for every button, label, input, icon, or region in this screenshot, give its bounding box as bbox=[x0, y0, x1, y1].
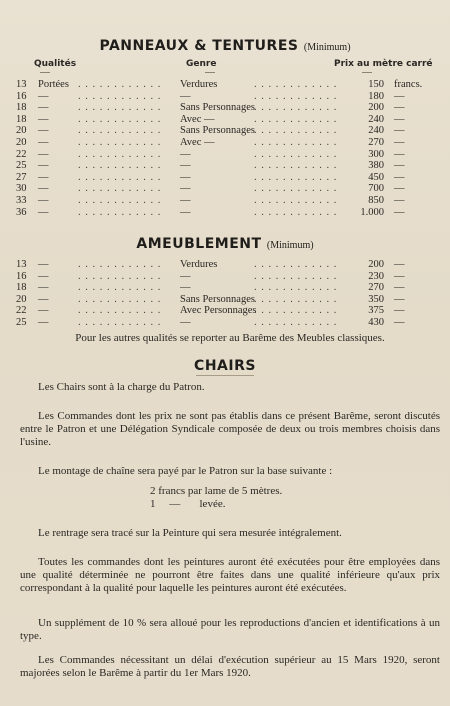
chairs-paragraph-3: Le montage de chaîne sera payé par le Patron sur la base suivante : bbox=[38, 465, 333, 477]
row-unit: — bbox=[394, 148, 405, 160]
row-number: 33 bbox=[16, 195, 27, 206]
row-price: 270 bbox=[368, 137, 384, 148]
row-genre: — bbox=[180, 270, 191, 282]
dot-leader: . . . . . . . . . . . . bbox=[78, 160, 162, 172]
chairs-paragraph-4: Le rentrage sera tracé sur la Peinture qui sera mesurée intégralement. bbox=[38, 527, 342, 539]
row-number: 18 bbox=[16, 282, 27, 294]
row-genre: Sans Personnages bbox=[180, 293, 255, 305]
row-quality: — bbox=[38, 317, 49, 328]
row-genre: Avec Personnages bbox=[180, 305, 257, 317]
row-price: 1.000 bbox=[360, 206, 384, 218]
dot-leader: . . . . . . . . . . . . bbox=[254, 113, 338, 125]
row-genre: — bbox=[180, 317, 191, 328]
row-unit: — bbox=[394, 113, 405, 125]
table-row bbox=[0, 282, 450, 293]
dot-leader: . . . . . . . . . . . . bbox=[78, 259, 162, 270]
ameublement-title bbox=[0, 236, 450, 252]
row-genre: — bbox=[180, 195, 191, 206]
row-quality: — bbox=[38, 195, 49, 206]
row-quality: — bbox=[38, 305, 49, 317]
row-unit: — bbox=[394, 305, 405, 317]
row-number: 18 bbox=[16, 102, 27, 114]
row-price: 230 bbox=[368, 270, 384, 282]
row-price: 375 bbox=[368, 305, 384, 317]
row-unit: — bbox=[394, 183, 405, 195]
panneaux-title bbox=[0, 38, 450, 54]
row-genre: — bbox=[180, 171, 191, 183]
dot-leader: . . . . . . . . . . . . bbox=[78, 183, 162, 195]
row-genre: Verdures bbox=[180, 79, 218, 90]
table-row bbox=[0, 79, 450, 90]
row-number: 20 bbox=[16, 293, 27, 305]
row-unit: — bbox=[394, 160, 405, 172]
row-genre: — bbox=[180, 160, 191, 172]
row-quality: — bbox=[38, 90, 49, 102]
row-unit: — bbox=[394, 90, 405, 102]
row-genre: Sans Personnages bbox=[180, 102, 255, 114]
row-number: 30 bbox=[16, 183, 27, 195]
chairs-paragraph-2: Les Commandes dont les prix ne sont pas établis dans ce présent Barême, seront discutés entre le Patron et une Délégation Syndicale composée de deux ou trois membres choisis dans l'usine. bbox=[20, 410, 440, 448]
table-row bbox=[0, 207, 450, 218]
chairs-title: CHAIRS bbox=[194, 358, 256, 374]
row-number: 27 bbox=[16, 171, 27, 183]
row-quality: — bbox=[38, 137, 49, 148]
row-price: 430 bbox=[368, 317, 384, 328]
panneaux-title-text: PANNEAUX & TENTURES bbox=[99, 38, 299, 54]
row-price: 240 bbox=[368, 125, 384, 137]
header-qualites: Qualités bbox=[34, 59, 77, 69]
dot-leader: . . . . . . . . . . . . bbox=[78, 270, 162, 282]
row-price: 380 bbox=[368, 160, 384, 172]
dot-leader: . . . . . . . . . . . . bbox=[254, 125, 338, 137]
dot-leader: . . . . . . . . . . . . bbox=[254, 305, 338, 317]
dot-leader: . . . . . . . . . . . . bbox=[254, 183, 338, 195]
table-row bbox=[0, 305, 450, 316]
row-unit: francs. bbox=[394, 79, 423, 90]
table-row bbox=[0, 317, 450, 328]
row-price: 240 bbox=[368, 113, 384, 125]
chairs-paragraph-5: Toutes les commandes dont les peintures auront été exécutées pour être employées dans une qualité déterminée ne pourront être faites dans une qualité inférieure qu'aux prix correspondant à la qualité pour laquelle les peintures auront été exécutées. bbox=[20, 556, 440, 594]
divider bbox=[196, 375, 254, 376]
table-row bbox=[0, 91, 450, 102]
row-unit: — bbox=[394, 125, 405, 137]
ameublement-title-text: AMEUBLEMENT bbox=[136, 236, 262, 252]
header-prix: Prix au mètre carré bbox=[334, 59, 433, 69]
dot-leader: . . . . . . . . . . . . bbox=[254, 282, 338, 294]
header-genre: Genre bbox=[186, 59, 217, 69]
divider bbox=[205, 72, 215, 73]
chairs-paragraph-1: Les Chairs sont à la charge du Patron. bbox=[38, 381, 205, 393]
table-row bbox=[0, 183, 450, 194]
row-unit: — bbox=[394, 171, 405, 183]
row-price: 200 bbox=[368, 259, 384, 270]
row-number: 13 bbox=[16, 259, 27, 270]
dot-leader: . . . . . . . . . . . . bbox=[78, 148, 162, 160]
chairs-paragraph-3a: 2 francs par lame de 5 mètres. bbox=[150, 485, 283, 497]
row-price: 850 bbox=[368, 195, 384, 206]
dot-leader: . . . . . . . . . . . . bbox=[78, 305, 162, 317]
row-quality: — bbox=[38, 125, 49, 137]
dot-leader: . . . . . . . . . . . . bbox=[78, 195, 162, 206]
row-quality: — bbox=[38, 183, 49, 195]
row-number: 25 bbox=[16, 160, 27, 172]
row-price: 450 bbox=[368, 171, 384, 183]
panneaux-minimum: (Minimum) bbox=[303, 42, 351, 53]
row-unit: — bbox=[394, 293, 405, 305]
row-genre: — bbox=[180, 90, 191, 102]
row-quality: — bbox=[38, 293, 49, 305]
table-row bbox=[0, 271, 450, 282]
row-number: 16 bbox=[16, 90, 27, 102]
row-genre: — bbox=[180, 148, 191, 160]
dot-leader: . . . . . . . . . . . . bbox=[254, 137, 338, 148]
row-genre: Avec — bbox=[180, 137, 215, 148]
dot-leader: . . . . . . . . . . . . bbox=[254, 90, 338, 102]
chairs-paragraph-3b: 1 — levée. bbox=[150, 498, 226, 510]
table-row bbox=[0, 137, 450, 148]
dot-leader: . . . . . . . . . . . . bbox=[254, 195, 338, 206]
dot-leader: . . . . . . . . . . . . bbox=[78, 317, 162, 328]
row-genre: — bbox=[180, 282, 191, 294]
divider bbox=[362, 72, 372, 73]
row-number: 16 bbox=[16, 270, 27, 282]
row-genre: Sans Personnages bbox=[180, 125, 255, 137]
table-row bbox=[0, 259, 450, 270]
row-unit: — bbox=[394, 259, 405, 270]
dot-leader: . . . . . . . . . . . . bbox=[78, 113, 162, 125]
table-row bbox=[0, 195, 450, 206]
row-number: 22 bbox=[16, 148, 27, 160]
table-row bbox=[0, 149, 450, 160]
dot-leader: . . . . . . . . . . . . bbox=[254, 259, 338, 270]
dot-leader: . . . . . . . . . . . . bbox=[254, 148, 338, 160]
dot-leader: . . . . . . . . . . . . bbox=[254, 270, 338, 282]
row-quality: — bbox=[38, 270, 49, 282]
row-price: 350 bbox=[368, 293, 384, 305]
chairs-paragraph-7: Les Commandes nécessitant un délai d'exécution supérieur au 15 Mars 1920, seront majorées selon le Barême à partir du 1er Mars 1920. bbox=[20, 654, 440, 679]
dot-leader: . . . . . . . . . . . . bbox=[254, 102, 338, 114]
ameublement-note: Pour les autres qualités se reporter au Barême des Meubles classiques. bbox=[75, 332, 385, 344]
row-price: 700 bbox=[368, 183, 384, 195]
row-price: 300 bbox=[368, 148, 384, 160]
row-unit: — bbox=[394, 102, 405, 114]
dot-leader: . . . . . . . . . . . . bbox=[254, 171, 338, 183]
row-unit: — bbox=[394, 206, 405, 218]
row-genre: — bbox=[180, 206, 191, 218]
table-row bbox=[0, 125, 450, 136]
row-quality: — bbox=[38, 113, 49, 125]
row-quality: — bbox=[38, 206, 49, 218]
table-row bbox=[0, 172, 450, 183]
row-number: 20 bbox=[16, 125, 27, 137]
table-row bbox=[0, 114, 450, 125]
row-number: 25 bbox=[16, 317, 27, 328]
dot-leader: . . . . . . . . . . . . bbox=[78, 171, 162, 183]
row-price: 270 bbox=[368, 282, 384, 294]
row-genre: Verdures bbox=[180, 259, 218, 270]
row-unit: — bbox=[394, 137, 405, 148]
dot-leader: . . . . . . . . . . . . bbox=[254, 206, 338, 218]
dot-leader: . . . . . . . . . . . . bbox=[254, 317, 338, 328]
row-number: 13 bbox=[16, 79, 27, 90]
dot-leader: . . . . . . . . . . . . bbox=[78, 137, 162, 148]
row-genre: Avec — bbox=[180, 113, 215, 125]
ameublement-minimum: (Minimum) bbox=[266, 240, 314, 251]
chairs-paragraph-6: Un supplément de 10 % sera alloué pour les reproductions d'ancien et identifications à un type. bbox=[20, 617, 440, 642]
row-number: 36 bbox=[16, 206, 27, 218]
dot-leader: . . . . . . . . . . . . bbox=[78, 282, 162, 294]
row-number: 22 bbox=[16, 305, 27, 317]
dot-leader: . . . . . . . . . . . . bbox=[254, 160, 338, 172]
table-row bbox=[0, 294, 450, 305]
dot-leader: . . . . . . . . . . . . bbox=[254, 79, 338, 90]
dot-leader: . . . . . . . . . . . . bbox=[78, 90, 162, 102]
row-price: 200 bbox=[368, 102, 384, 114]
dot-leader: . . . . . . . . . . . . bbox=[78, 102, 162, 114]
row-quality: — bbox=[38, 282, 49, 294]
row-price: 180 bbox=[368, 90, 384, 102]
row-unit: — bbox=[394, 282, 405, 294]
row-quality: Portées bbox=[38, 79, 69, 90]
row-number: 20 bbox=[16, 137, 27, 148]
row-genre: — bbox=[180, 183, 191, 195]
row-quality: — bbox=[38, 148, 49, 160]
row-unit: — bbox=[394, 270, 405, 282]
divider bbox=[40, 72, 50, 73]
dot-leader: . . . . . . . . . . . . bbox=[78, 293, 162, 305]
row-number: 18 bbox=[16, 113, 27, 125]
table-row bbox=[0, 160, 450, 171]
row-unit: — bbox=[394, 195, 405, 206]
dot-leader: . . . . . . . . . . . . bbox=[254, 293, 338, 305]
row-unit: — bbox=[394, 317, 405, 328]
dot-leader: . . . . . . . . . . . . bbox=[78, 125, 162, 137]
row-quality: — bbox=[38, 102, 49, 114]
row-quality: — bbox=[38, 160, 49, 172]
dot-leader: . . . . . . . . . . . . bbox=[78, 206, 162, 218]
row-quality: — bbox=[38, 171, 49, 183]
row-quality: — bbox=[38, 259, 49, 270]
table-row bbox=[0, 102, 450, 113]
row-price: 150 bbox=[368, 79, 384, 90]
dot-leader: . . . . . . . . . . . . bbox=[78, 79, 162, 90]
